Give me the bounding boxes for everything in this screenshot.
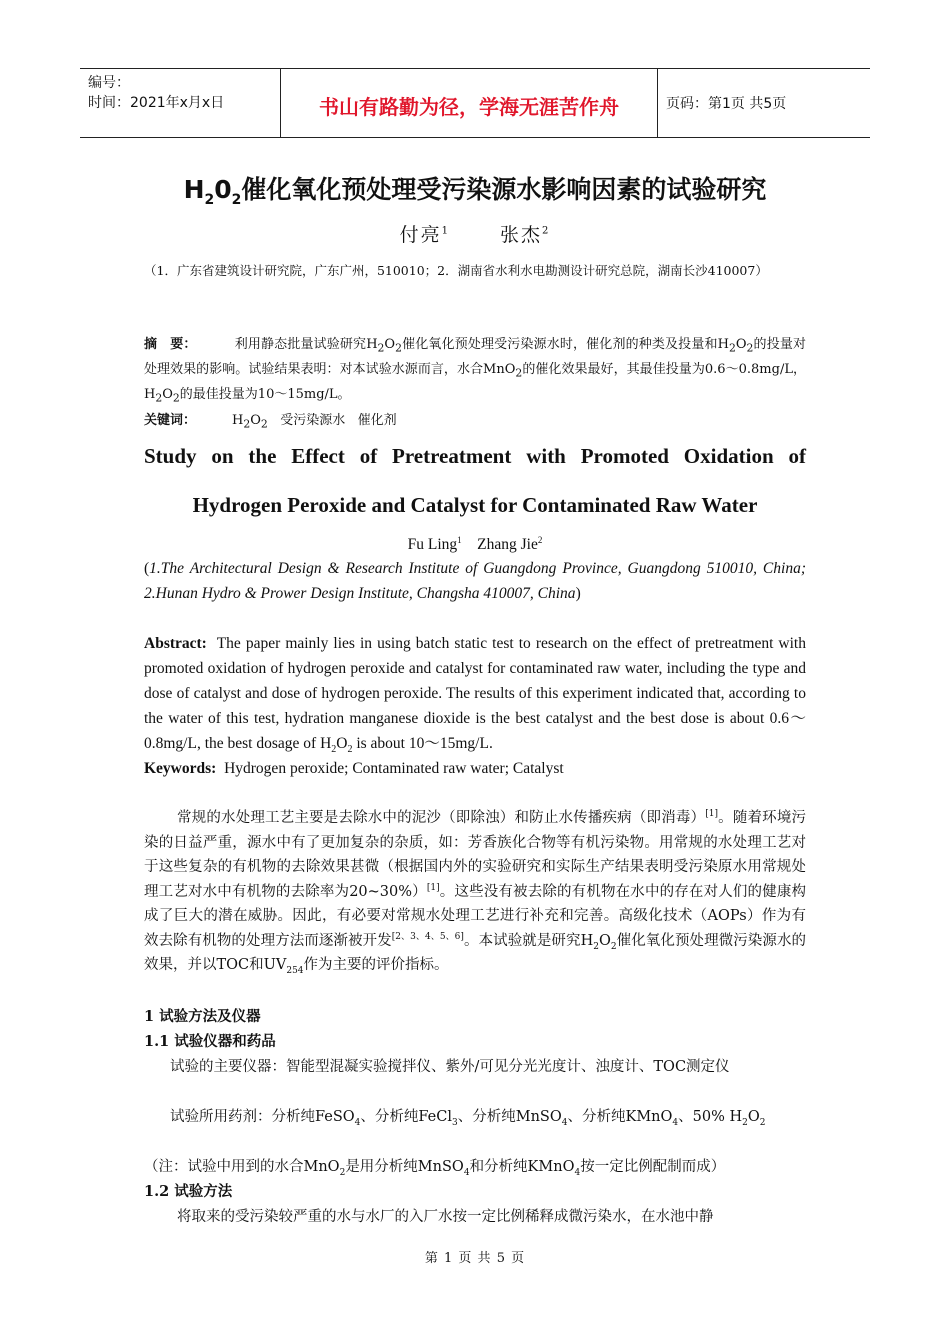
page-footer: 第 1 页 共 5 页 — [424, 1251, 526, 1266]
paper-title-en-line1: Study on the Effect of Pretreatment with Promoted Oxidation of — [144, 444, 806, 468]
authors-cn: 付亮$^1$ 张杰$^2$ — [399, 224, 551, 246]
header-page: 页码：第1页 共5页 — [666, 96, 787, 112]
authors-en: Fu Ling$^1$ Zhang Jie$^2$ — [407, 534, 543, 553]
abstract-cn: 摘 要： 利用静态批量试验研究$H_2O_2$催化氧化预处理受污染源水时，催化剂的种类及投量和$H_2O_2$的投量对处理效果的影响。试验结果表明：对本试验水源而言，水合MnO$_2$的催化效果最好，其最佳投量为0.6～0.8mg/L，$H_2O_2$的最佳投量为10～15mg/L。 — [144, 337, 807, 405]
section-1-1-heading: 1.1 试验仪器和药品 — [144, 1033, 276, 1050]
section-1-heading: 1 试验方法及仪器 — [144, 1008, 261, 1025]
note-paragraph: （注：试验中用到的水合MnO$_2$是用分析纯MnSO$_4$和分析纯KMnO$_4$按一定比例配制而成） — [144, 1159, 726, 1178]
intro-paragraph: 常规的水处理工艺主要是去除水中的泥沙（即除浊）和防止水传播疾病（即消毒）[1]。随着环境污染的日益严重，源水中有了更加复杂的杂质，如：芳香族化合物等有机污染物。用常规的水处理工艺对于这些复杂的有机物的去除效果甚微（根据国内外的实验研究和实际生产结果表明受污染原水用常规处理工艺对水中有机物的去除率为20~30%）[1]。这些没有被去除的有机物在水中的存在对人们的健康构成了巨大的潜在威胁。因此，有必要对常规水处理工艺进行补充和完善。高级化技术（AOPs）作为有效去除有机物的处理方法而逐渐被开发[2、3、4、5、6]。本试验就是研究$H_2O_2$催化氧化预处理微污染源水的效果，并以TOC和$UV_{254}$作为主要的评价指标。 — [144, 809, 807, 976]
number-label: 编号： — [88, 75, 130, 91]
keywords-en: Keywords: Hydrogen peroxide; Contaminated raw water; Catalyst — [144, 760, 564, 777]
header-divider — [280, 69, 281, 137]
reagents-paragraph: 试验所用药剂：分析纯FeSO$_4$、分析纯FeCl$_3$、分析纯MnSO$_4$、分析纯KMnO$_4$、50% $H_2O_2$ — [170, 1109, 766, 1128]
header-motto: 书山有路勤为径，学海无涯苦作舟 — [319, 95, 619, 119]
instruments-paragraph: 试验的主要仪器：智能型混凝实验搅拌仪、紫外/可见分光光度计、浊度计、TOC测定仪 — [170, 1059, 730, 1075]
time-label: 时间：2021年x月x日 — [88, 95, 225, 111]
paper-title-cn: $H_20_2$催化氧化预处理受污染源水影响因素的试验研究 — [183, 175, 767, 208]
abstract-en: Abstract: The paper mainly lies in using batch static test to research on the effect of pretreatment with promoted oxidation of hydrogen peroxide and catalyst for contaminated raw water, including the type and dose of catalyst and dose of hydrogen peroxide. The results of this experiment indicated that, according to the water of this test, hydration manganese dioxide is the best catalyst and the best dose is about 0.6～0.8mg/L, the best dosage of $H_2O_2$ is about 10～15mg/L. — [144, 635, 806, 756]
header-meta — [88, 73, 224, 113]
paper-title-en-line2: Hydrogen Peroxide and Catalyst for Contaminated Raw Water — [192, 493, 758, 517]
affiliation-en: (1.The Architectural Design & Research Institute of Guangdong Province, Guangdong 510010, China; 2.Hunan Hydro & Prower Design Institute, Changsha 410007, China) — [144, 560, 806, 602]
affiliation-cn: （1．广东省建筑设计研究院，广东广州，510010；2．湖南省水利水电勘测设计研究总院，湖南长沙410007） — [144, 263, 768, 278]
page-header — [80, 68, 870, 138]
method-paragraph: 将取来的受污染较严重的水与水厂的入厂水按一定比例稀释成微污染水，在水池中静 — [177, 1209, 714, 1225]
header-divider — [657, 69, 658, 137]
section-1-2-heading: 1.2 试验方法 — [144, 1183, 233, 1200]
keywords-cn: 关键词： $H_2O_2$ 受污染源水 催化剂 — [144, 413, 397, 431]
